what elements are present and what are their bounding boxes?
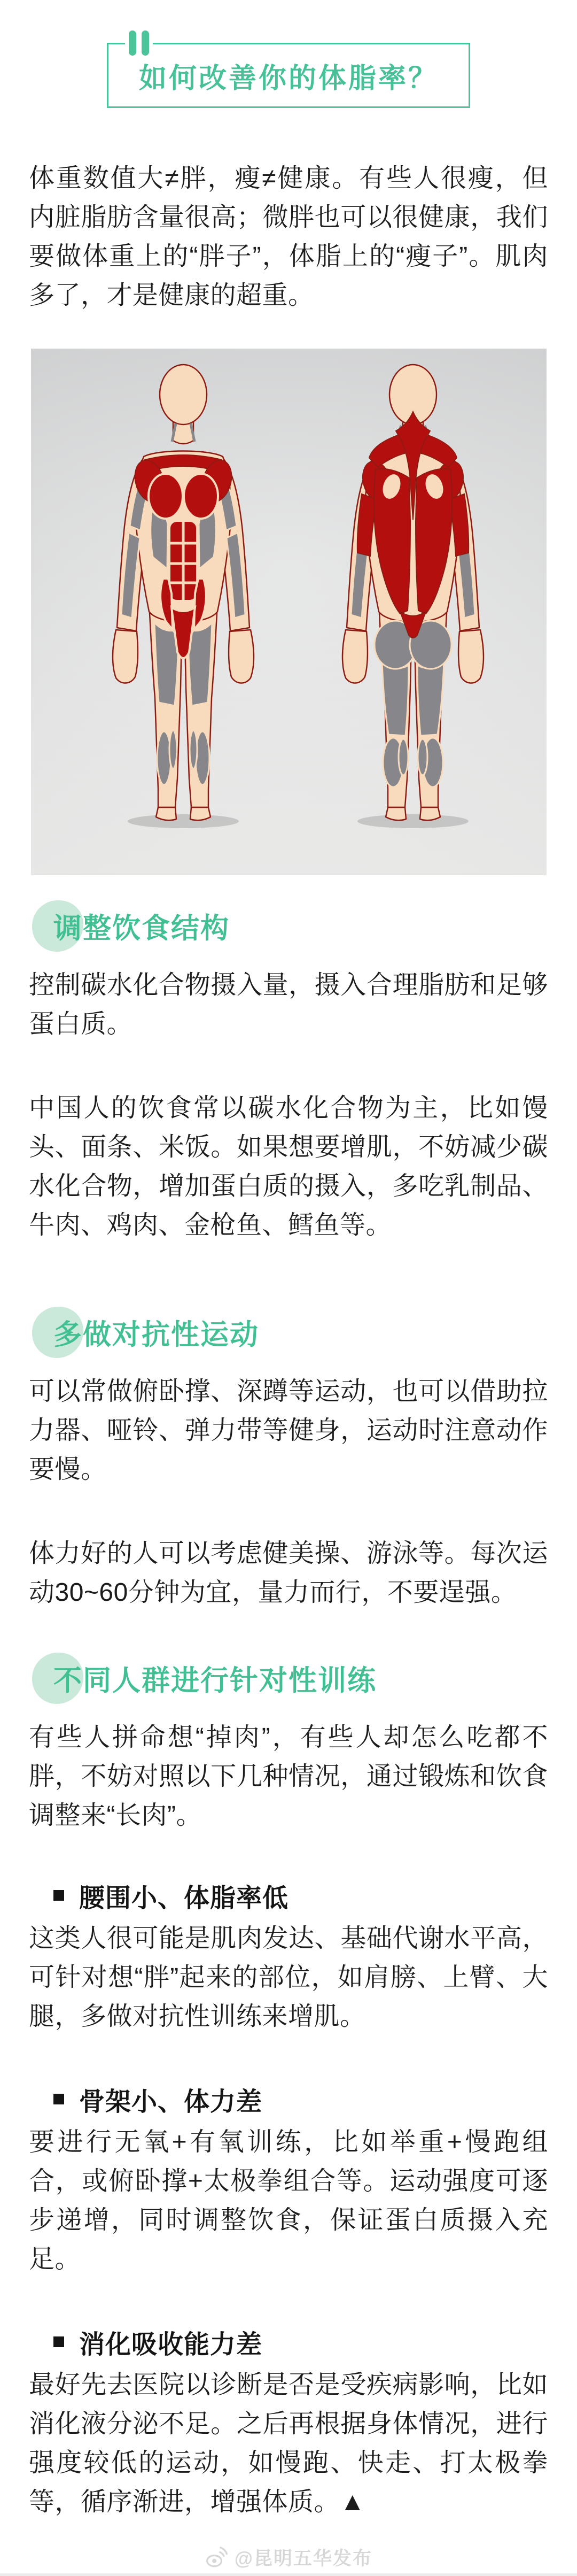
page-title: 如何改善你的体脂率？ [138,63,438,94]
title-box [107,43,470,108]
figure-shadow [128,814,239,828]
section-heading-targeted [29,1653,577,1704]
image-bottom-edge [0,2573,577,2576]
watermark [205,2544,372,2571]
anatomy-back-figure [328,361,498,832]
weibo-logo-icon [205,2545,229,2570]
bullet-square-icon [53,1890,64,1901]
watermark-text: @昆明五华发布 [234,2548,373,2569]
bullet-square-icon [53,2336,64,2347]
section-targeted-training [0,1653,577,2521]
subsection-paragraph: 这类人很可能是肌肉发达、基础代谢水平高，可针对想“胖”起来的部位，如肩膀、上臂、大腿，多做对抗性训练来增肌。 [29,1924,548,2031]
section-paragraph: 有些人拼命想“掉肉”，有些人却怎么吃都不胖，不妨对照以下几种情况，通过锻炼和饮食调整来“长肉”。 [29,1723,548,1830]
bullet-square-icon [53,2094,64,2104]
subheading-poor-digestion [53,2327,548,2357]
infographic-page [0,43,577,2576]
section-heading-label: 调整饮食结构 [53,913,230,944]
muscle-anatomy-illustration [31,349,547,875]
subheading-label: 消化吸收能力差 [79,2330,263,2359]
subheading-label: 腰围小、体脂率低 [79,1884,289,1912]
section-heading-label: 多做对抗性运动 [53,1319,259,1351]
section-resistance-exercise [0,1307,577,1612]
figure-shadow [357,814,469,828]
intro-paragraph: 体重数值大≠胖，瘦≠健康。有些人很瘦，但内脏脂肪含量很高；微胖也可以很健康，我们要做体重上的“胖子”，体脂上的“瘦子”。肌肉多了，才是健康的超重。 [29,164,548,310]
subheading-small-waist-low-fat [53,1880,548,1910]
subsection-paragraph: 要进行无氧+有氧训练，比如举重+慢跑组合，或俯卧撑+太极拳组合等。运动强度可逐步递增，同时调整饮食，保证蛋白质摄入充足。 [29,2128,548,2273]
section-paragraph: 可以常做俯卧撑、深蹲等运动，也可以借助拉力器、哑铃、弹力带等健身，运动时注意动作要慢。 [29,1377,548,1484]
section-heading-diet [29,900,577,952]
subheading-label: 骨架小、体力差 [79,2087,263,2116]
subheading-small-frame-weak [53,2084,548,2114]
section-diet [0,900,577,1245]
section-heading-exercise [29,1307,577,1358]
section-paragraph: 中国人的饮食常以碳水化合物为主，比如馒头、面条、米饭。如果想要增肌，不妨减少碳水化合物，增加蛋白质的摄入，多吃乳制品、牛肉、鸡肉、金枪鱼、鳕鱼等。 [29,1094,548,1239]
section-paragraph: 体力好的人可以考虑健美操、游泳等。每次运动30~60分钟为宜，量力而行，不要逞强。 [29,1539,548,1607]
anatomy-front-figure [98,361,269,832]
subsection-paragraph: 最好先去医院以诊断是否是受疾病影响，比如消化液分泌不足。之后再根据身体情况，进行强度较低的运动，如慢跑、快走、打太极拳等，循序渐进，增强体质。▲ [29,2371,548,2516]
double-quote-icon [129,30,149,56]
section-paragraph: 控制碳水化合物摄入量，摄入合理脂肪和足够蛋白质。 [29,971,548,1038]
section-heading-label: 不同人群进行针对性训练 [53,1665,377,1696]
